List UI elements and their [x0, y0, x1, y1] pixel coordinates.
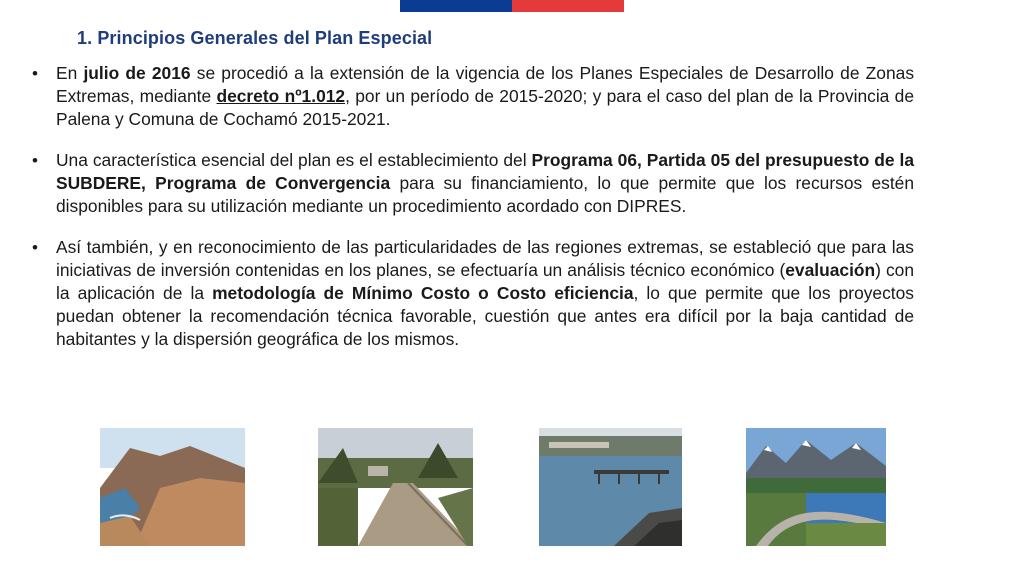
- bullet-dot-icon: •: [32, 238, 38, 257]
- text-segment-bold: metodología de Mínimo Costo o Costo eficiencia: [212, 283, 634, 303]
- photo-desert-coast: [100, 428, 245, 546]
- text-segment: para su financiamiento, lo que permite que los recursos estén disponibles para su utilización mediante un procedimiento acordado con DIPRES.: [56, 173, 914, 216]
- photo-rural-road: [318, 428, 473, 546]
- page-title: 1. Principios Generales del Plan Especial: [77, 28, 433, 48]
- bullet-text: [56, 149, 914, 218]
- bullet-text: [56, 62, 914, 131]
- text-segment: Una característica esencial del plan es el establecimiento del: [56, 150, 532, 170]
- photo-strip: [0, 428, 1024, 548]
- text-segment-bold-underline: decreto nº1.012: [216, 86, 346, 106]
- text-segment: ) con la aplicación de la: [56, 260, 914, 303]
- text-segment-bold: evaluación: [785, 260, 876, 280]
- bullet-item: [30, 236, 914, 351]
- bullet-text: [56, 236, 914, 351]
- text-segment: se procedió a la extensión de la vigencia de los Planes Especiales de Desarrollo de Zonas Extremas, mediante: [56, 63, 915, 106]
- text-segment-bold: Programa 06, Partida 05 del presupuesto de la SUBDERE, Programa de Convergencia: [56, 150, 914, 193]
- bullet-item: [30, 149, 914, 218]
- bullet-dot-icon: •: [32, 64, 38, 83]
- text-segment-bold: julio de 2016: [83, 63, 191, 83]
- bullet-dot-icon: •: [32, 151, 38, 170]
- photo-harbor-pier: [539, 428, 682, 546]
- text-segment: , lo que permite que los proyectos puedan obtener la recomendación técnica favorable, cuestión que antes era difícil por la baja cantidad de habitantes y la dispersión geográfica de los mismos.: [56, 283, 914, 349]
- flag-bar: [400, 0, 624, 12]
- text-segment: En: [56, 63, 84, 83]
- text-segment: , por un período de 2015-2020; y para el caso del plan de la Provincia de Palena y Comuna de Cochamó 2015-2021.: [56, 86, 915, 129]
- text-segment: Así también, y en reconocimiento de las particularidades de las regiones extremas, se estableció que para las iniciativas de inversión contenidas en los planes, se efectuaría un análisis técnico económico (: [56, 237, 914, 280]
- bullet-item: [30, 62, 914, 131]
- flag-blue-stripe: [400, 0, 512, 12]
- photo-mountain-lake: [746, 428, 886, 546]
- bullet-list: [30, 62, 914, 369]
- flag-red-stripe: [512, 0, 624, 12]
